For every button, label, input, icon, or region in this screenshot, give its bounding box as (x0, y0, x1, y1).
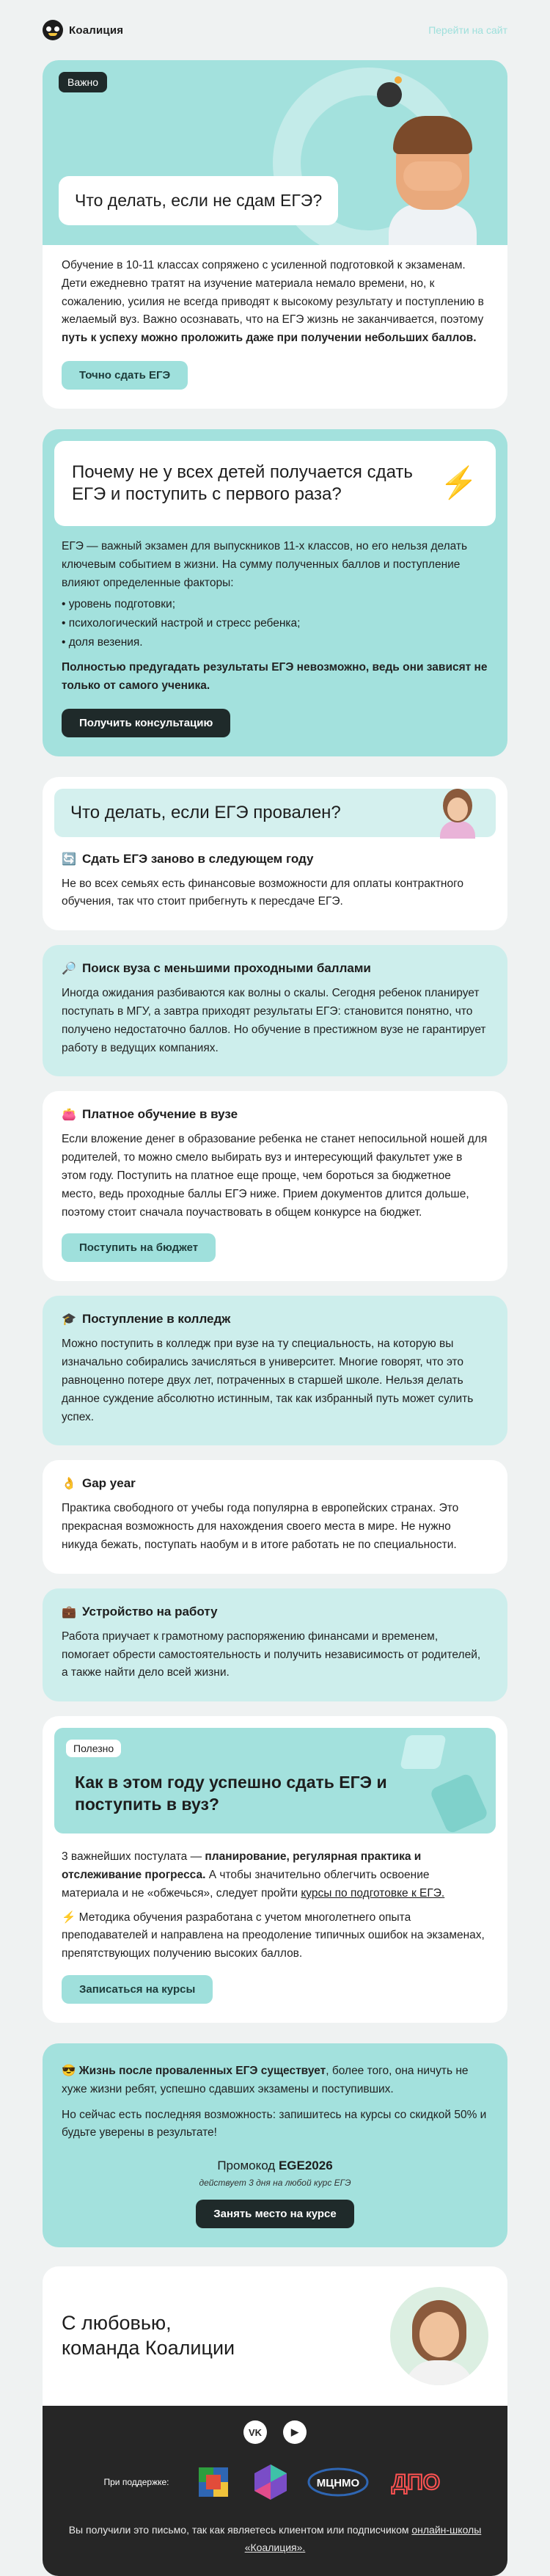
fail-header (54, 789, 496, 837)
get-consultation-button[interactable]: Получить консультацию (62, 709, 230, 737)
retake-text: Не во всех семьях есть финансовые возможности для оплаты контрактного обучения, так что стоит прибегнуть к пересдаче ЕГЭ. (62, 877, 464, 908)
magnifier-icon: 🔎 (62, 963, 76, 976)
lightning-icon: ⚡ (62, 1911, 76, 1924)
promo-note: действует 3 дня на любой курс ЕГЭ (199, 2178, 351, 2189)
promo-text: 😎 Жизнь после проваленных ЕГЭ существует, более того, она ничуть не хуже жизни ребят, успешно сдавших экзамены и поступивших. (62, 2064, 469, 2095)
girl-shrug-illustration (436, 787, 480, 839)
partner-logo-cube-icon (193, 2462, 234, 2503)
facepalm-man-illustration (389, 116, 477, 245)
useful-badge: Полезно (66, 1740, 121, 1757)
sunglasses-icon: 😎 (62, 2064, 76, 2077)
useful-card (43, 1716, 507, 2023)
footer (43, 2406, 507, 2576)
why-intro: ЕГЭ — важный экзамен для выпускников 11-х классов, но его нельзя делать ключевым событием в жизни. На сумму полученных баллов и поступление влияют определенные факторы: (62, 539, 468, 589)
purse-icon: 👛 (62, 1109, 76, 1122)
lightning-icon: ⚡ (439, 465, 478, 500)
avatar (390, 2287, 488, 2385)
bomb-icon (377, 82, 402, 107)
why-title: Почему не у всех детей получается сдать ЕГЭ и поступить с первого раза? (72, 461, 413, 504)
option-title: 👌 Gap year (62, 1476, 136, 1491)
svg-text:МЦНМО: МЦНМО (316, 2477, 359, 2490)
briefcase-icon: 💼 (62, 1605, 76, 1619)
retake-icon: 🔄 (62, 853, 76, 866)
svg-text:ДПО: ДПО (391, 2470, 440, 2495)
pass-exam-button[interactable]: Точно сдать ЕГЭ (62, 361, 188, 390)
option-text: Работа приучает к грамотному распоряжению финансами и временем, помогает обрести самостоятельность и получить независимость от родителей, а также найти дело всей жизни. (62, 1630, 481, 1679)
useful-header (54, 1728, 496, 1834)
option-card-lower-scores (43, 945, 507, 1076)
option-title: 🎓 Поступление в колледж (62, 1312, 231, 1327)
decorative-cube (429, 1773, 489, 1834)
decorative-cube (400, 1735, 447, 1769)
partner-logo-hexagon-icon (250, 2462, 291, 2503)
option-card-gap-year (43, 1460, 507, 1573)
signature-card (43, 2266, 507, 2406)
support-label: При поддержке: (103, 2477, 169, 2488)
ok-hand-icon: 👌 (62, 1478, 76, 1491)
method-text: ⚡ Методика обучения разработана с учетом многолетнего опыта преподавателей и направлена на преодоление типичных ошибок на экзаменах, препятствующих получению высоких баллов. (62, 1911, 485, 1960)
graduation-cap-icon: 🎓 (62, 1313, 76, 1327)
support-partners (62, 2462, 488, 2503)
why-header (54, 441, 496, 526)
option-title: 💼 Устройство на работу (62, 1604, 218, 1619)
option-title: 👛 Платное обучение в вузе (62, 1107, 238, 1122)
partner-logo-mcnmo-icon (307, 2467, 369, 2497)
logo-text: Коалиция (69, 23, 124, 37)
useful-title: Как в этом году успешно сдать ЕГЭ и поступить в вуз? (75, 1773, 387, 1814)
signature-text: С любовью, команда Коалиции (62, 2312, 235, 2360)
go-to-site-link[interactable]: Перейти на сайт (428, 24, 507, 36)
list-item: • уровень подготовки; (62, 598, 176, 611)
school-link[interactable]: онлайн-школы «Коалиция». (244, 2524, 482, 2553)
book-course-button[interactable]: Занять место на курсе (196, 2200, 353, 2228)
fail-card (43, 777, 507, 931)
social-links (62, 2420, 488, 2444)
option-text: Практика свободного от учебы года популярна в европейских странах. Это прекрасная возможность для нахождения своего места в мире. Не нужно никуда бежать, поступать наобум и в итоге работать не по специальности. (62, 1502, 459, 1551)
retake-title: 🔄 Сдать ЕГЭ заново в следующем году (62, 851, 314, 866)
header (43, 0, 507, 60)
hero-text: Обучение в 10-11 классах сопряжено с усиленной подготовкой к экзаменам. Дети ежедневно тратят на изучение материала немало времени, но, к сожалению, усилия не всегда приводят к высокому результату и поступлению в желаемый вуз. Важно осознавать, что на ЕГЭ жизнь не заканчивается, поэтому путь к успеху можно проложить даже при получении небольших баллов. (62, 259, 484, 345)
partner-logo-dpo-icon (385, 2467, 447, 2497)
useful-text: 3 важнейших постулата — планирование, регулярная практика и отслеживание прогресса. А чтобы значительно облегчить освоение материала и не «обжечься», следует пройти курсы по подготовке к ЕГЭ. (62, 1850, 445, 1900)
promo-code: Промокод EGE2026 (217, 2159, 333, 2173)
vk-icon[interactable]: VK (243, 2420, 267, 2444)
hero-title: Что делать, если не сдам ЕГЭ? (59, 176, 338, 225)
hero-banner (43, 60, 507, 245)
option-text: Если вложение денег в образование ребенка не станет непосильной ношей для родителей, то можно смело выбирать вуз и интересующий факультет уже в этом году. Поступить на платное еще проще, чем бороться за бюджетное место, ведь проходные баллы ЕГЭ ниже. Прием документов длится дольше, поэтому стоит сначала поучаствовать в общем конкурсе на бюджет. (62, 1133, 488, 1219)
koala-logo-icon (43, 20, 63, 40)
promo-card (43, 2043, 507, 2247)
option-card-college (43, 1296, 507, 1445)
important-badge: Важно (59, 72, 107, 92)
courses-link[interactable]: курсы по подготовке к ЕГЭ. (301, 1886, 445, 1900)
factors-list (62, 595, 488, 652)
option-title: 🔎 Поиск вуза с меньшими проходными баллами (62, 961, 371, 976)
fail-title: Что делать, если ЕГЭ провален? (70, 802, 341, 822)
enroll-courses-button[interactable]: Записаться на курсы (62, 1975, 213, 2004)
budget-admission-button[interactable]: Поступить на бюджет (62, 1233, 216, 1262)
list-item: • доля везения. (62, 635, 143, 649)
youtube-icon[interactable]: ▶ (283, 2420, 307, 2444)
option-text: Иногда ожидания разбиваются как волны о скалы. Сегодня ребенок планирует поступать в МГУ, а завтра приходят результаты ЕГЭ: становится понятно, что получено недостаточно баллов. Но обучение в престижном вузе не гарантирует работу в ведущих компаниях. (62, 987, 486, 1054)
email-container (43, 0, 507, 2576)
option-card-paid (43, 1091, 507, 1281)
option-card-job (43, 1588, 507, 1701)
list-item: • психологический настрой и стресс ребенка; (62, 616, 301, 630)
why-card (43, 429, 507, 756)
hero-card (43, 60, 507, 409)
promo-offer: Но сейчас есть последняя возможность: запишитесь на курсы со скидкой 50% и будьте уверены в результате! (62, 2108, 487, 2139)
option-text: Можно поступить в колледж при вузе на ту специальность, на которую вы изначально собирались зачисляться в университет. Многие говорят, что это равноценно потере двух лет, потраченных в старшей школе. Нельзя делать данное суждение абсолютно истинным, так как избранный путь может сулить успех. (62, 1338, 474, 1423)
footer-text: Вы получили это письмо, так как являетесь клиентом или подписчиком онлайн-школы «Коалиция». (68, 2524, 482, 2553)
why-conclusion: Полностью предугадать результаты ЕГЭ невозможно, ведь они зависят не только от самого ученика. (62, 661, 488, 692)
logo[interactable] (43, 20, 123, 40)
